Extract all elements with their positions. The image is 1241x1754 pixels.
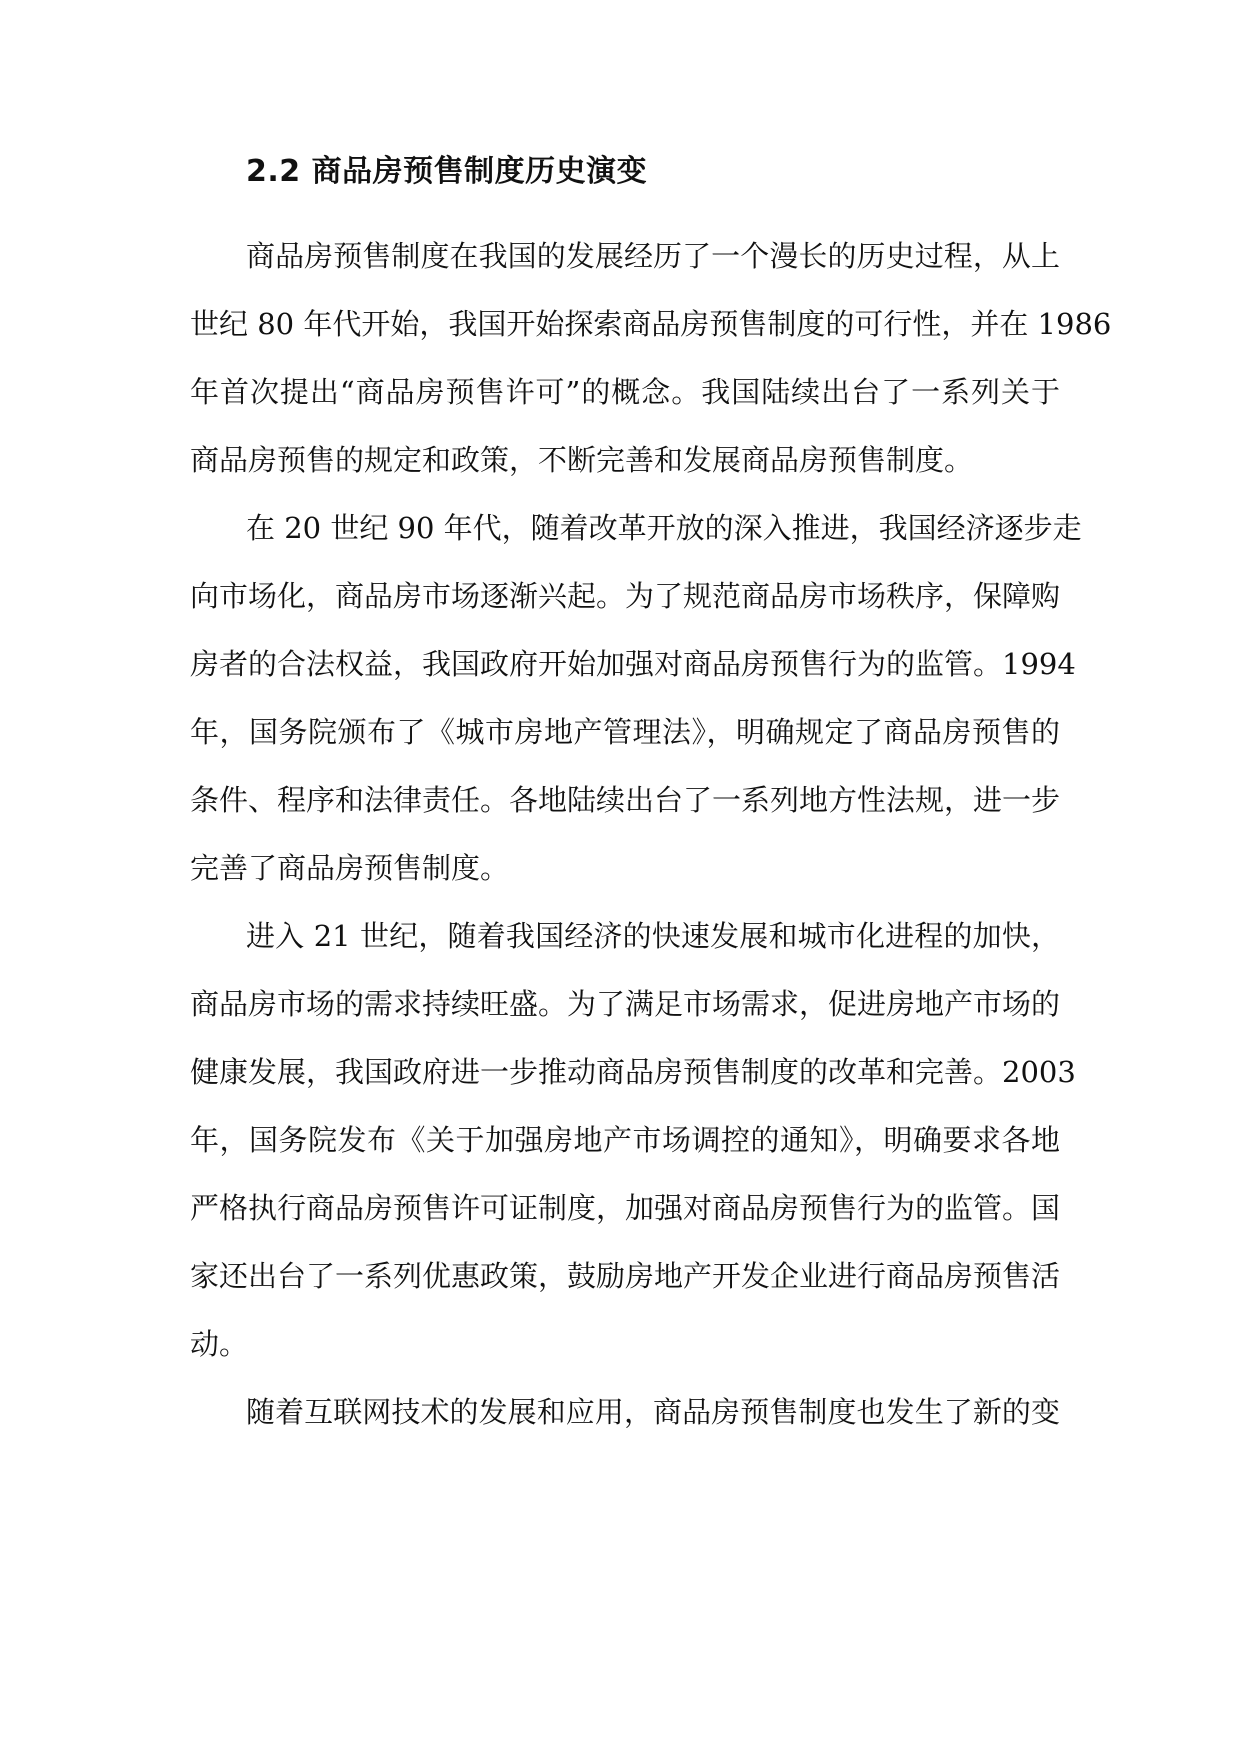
text-line: 动。 <box>190 1327 249 1361</box>
text-line: 年首次提出“商品房预售许可”的概念。我国陆续出台了一系列关于 <box>190 375 1060 409</box>
text-line: 年，国务院发布《关于加强房地产市场调控的通知》，明确要求各地 <box>190 1123 1060 1157</box>
paragraph <box>190 1378 1060 1446</box>
text-line: 在 20 世纪 90 年代，随着改革开放的深入推进，我国经济逐步走 <box>246 511 1082 545</box>
text-line: 健康发展，我国政府进一步推动商品房预售制度的改革和完善。2003 <box>190 1055 1076 1089</box>
text-line: 世纪 80 年代开始，我国开始探索商品房预售制度的可行性，并在 1986 <box>190 307 1112 341</box>
text-line: 商品房市场的需求持续旺盛。为了满足市场需求，促进房地产市场的 <box>190 987 1061 1021</box>
text-line: 进入 21 世纪，随着我国经济的快速发展和城市化进程的加快， <box>246 919 1060 953</box>
text-line: 商品房预售制度在我国的发展经历了一个漫长的历史过程，从上 <box>246 239 1060 273</box>
paragraph <box>190 902 1076 1378</box>
text-line: 完善了商品房预售制度。 <box>190 851 510 885</box>
text-line: 商品房预售的规定和政策，不断完善和发展商品房预售制度。 <box>190 443 974 477</box>
body-text <box>190 222 1112 1446</box>
paragraph <box>190 222 1112 494</box>
paragraph <box>190 494 1082 902</box>
text-line: 家还出台了一系列优惠政策，鼓励房地产开发企业进行商品房预售活 <box>190 1259 1061 1293</box>
text-line: 年，国务院颁布了《城市房地产管理法》，明确规定了商品房预售的 <box>190 715 1060 749</box>
text-line: 向市场化，商品房市场逐渐兴起。为了规范商品房市场秩序，保障购 <box>190 579 1061 613</box>
section-heading: 2.2 商品房预售制度历史演变 <box>246 154 648 189</box>
text-line: 条件、程序和法律责任。各地陆续出台了一系列地方性法规，进一步 <box>190 783 1061 817</box>
text-line: 随着互联网技术的发展和应用，商品房预售制度也发生了新的变 <box>246 1395 1060 1429</box>
text-line: 房者的合法权益，我国政府开始加强对商品房预售行为的监管。1994 <box>190 647 1076 681</box>
text-line: 严格执行商品房预售许可证制度，加强对商品房预售行为的监管。国 <box>190 1191 1061 1225</box>
